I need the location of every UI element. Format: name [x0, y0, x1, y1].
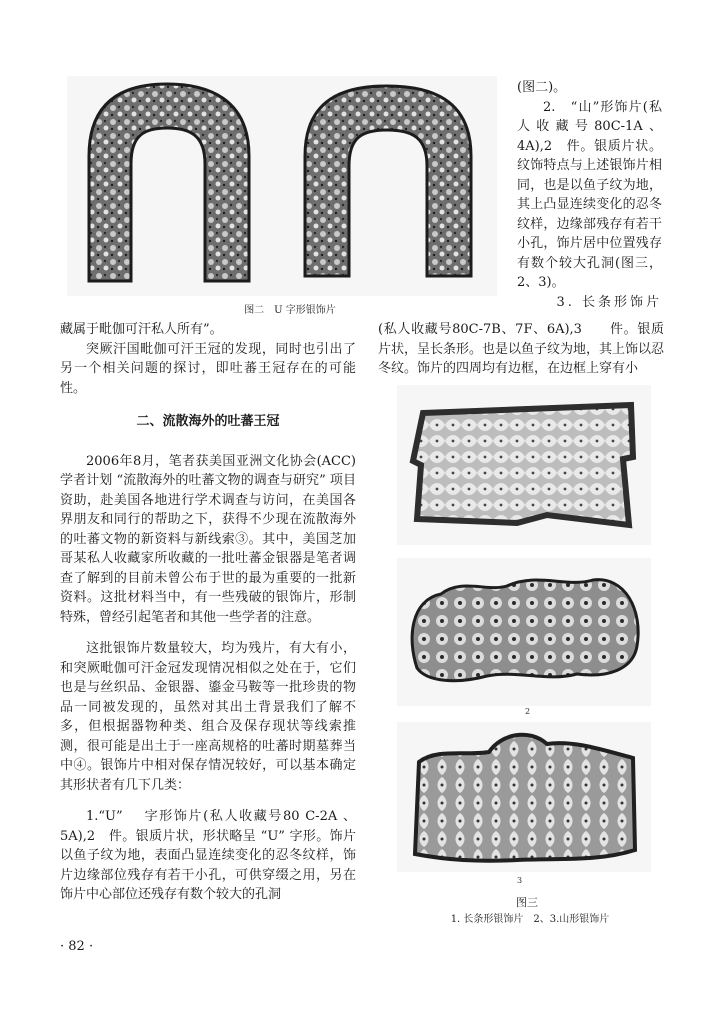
long-strip-plaque-illustration — [397, 385, 651, 545]
right-column-wide — [378, 320, 664, 379]
u-shaped-plaques-illustration — [67, 76, 497, 296]
figure-3-mark-3: 3 — [517, 876, 523, 885]
figure-3-mark-2: 2 — [525, 707, 531, 716]
figure-2-caption: 图二 U 字形银饰片 — [244, 305, 336, 316]
right-column-top — [517, 78, 662, 312]
left-paragraph: 1.“U” 字形饰片(私人收藏号80 C-2A 、5A),2 件。银质片状，形状略呈 “U” 字形。饰片以鱼子纹为地，表面凸显连续变化的忍冬纹样，饰片边缘部位残存有若干小孔，可供穿缀之用，另在饰片中心部位还残存有数个较大的孔洞 — [60, 809, 356, 902]
section-heading: 二、流散海外的吐蕃王冠 — [136, 414, 280, 429]
right-paragraph: 2. “山”形饰片(私人收藏号80C-1A、4A),2 件。银质片状。纹饰特点与上述银饰片相同，也是以鱼子纹为地，其上凸显连续变化的忍冬纹样，边缘部残存有若干小孔，饰片居中位置残存有数个较大孔洞(图三，2、3)。 — [517, 99, 662, 290]
right-paragraph: (图二)。 — [517, 80, 567, 95]
long-strip-plaque — [413, 405, 633, 525]
figure-3-title: 图三 — [516, 896, 538, 909]
mountain-plaque-3-illustration — [397, 722, 651, 872]
u-plaque-right — [305, 86, 471, 276]
figure-3-photo-1 — [397, 385, 651, 545]
mountain-plaque-2 — [412, 580, 638, 681]
figure-3-caption: 1. 长条形银饰片 2、3.山形银饰片 — [450, 914, 610, 925]
left-paragraph: 这批银饰片数量较大，均为残片，有大有小，和突厥毗伽可汗金冠发现情况相似之处在于，它们也是与丝织品、金银器、鎏金马鞍等一批珍贵的物品一同被发现的，虽然对其出土背景我们了解不多，但根据器物种类、组合及保存现状等线索推测，很可能是出土于一座高规格的吐蕃时期墓葬当中④。银饰片中相对保存情况较好，可以基本确定其形状者有几下几类： — [60, 641, 356, 793]
left-paragraph: 突厥汗国毗伽可汗王冠的发现，同时也引出了另一个相关问题的探讨，即吐蕃王冠存在的可能性。 — [60, 341, 356, 396]
left-paragraph: 2006年8月，笔者获美国亚洲文化协会(ACC) 学者计划 “流散海外的吐蕃文物的调查与研究” 项目资助，赴美国各地进行学术调查与访问，在美国各界朋友和同行的帮助之下，获得不少现在流散海外的吐蕃文物的新资料与新线索③。其中，美国芝加哥某私人收藏家所收藏的一批吐蕃金银器是笔者调查了解到的目前未曾公布于世的最为重要的一批新资料。这批材料当中，有一些残破的银饰片，形制特殊，曾经引起笔者和其他一些学者的注意。 — [60, 453, 356, 625]
right-paragraph: (私人收藏号80C-7B、7F、6A),3 件。银质片状，呈长条形。也是以鱼子纹为地，其上饰以忍冬纹。饰片的四周均有边框，在边框上穿有小 — [378, 322, 665, 376]
page-number: · 82 · — [60, 939, 94, 954]
left-column — [60, 320, 356, 905]
right-paragraph: 3. 长条形饰片 — [556, 294, 662, 310]
mountain-plaque-2-illustration — [397, 558, 651, 706]
figure-3-photo-2 — [397, 558, 651, 706]
u-plaque-left — [89, 84, 249, 281]
figure-3-photo-3 — [397, 722, 651, 872]
left-paragraph: 藏属于毗伽可汗私人所有”。 — [60, 322, 223, 337]
figure-2-photo — [67, 76, 497, 296]
mountain-plaque-3 — [415, 735, 635, 861]
